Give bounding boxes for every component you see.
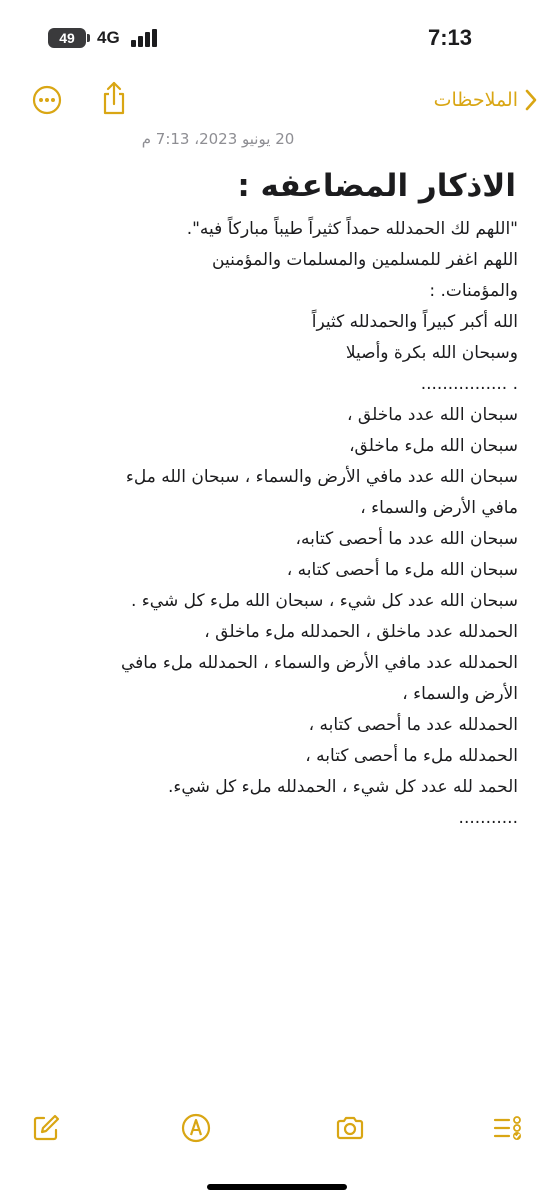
note-body[interactable] [18,214,518,834]
note-line: والمؤمنات. : [429,281,518,301]
note-line: سبحان الله عدد مافي الأرض والسماء ، سبحان الله ملء [125,467,518,487]
battery-level: 49 [59,30,75,46]
note-line: وسبحان الله بكرة وأصيلا [345,343,518,363]
note-line: الله أكبر كبيراً والحمدلله كثيراً [311,312,518,332]
note-line: الأرض والسماء ، [402,684,518,704]
note-line: ................ . [420,374,518,394]
note-line: مافي الأرض والسماء ، [360,498,518,518]
chevron-right-icon [524,88,538,112]
checklist-button[interactable] [492,1112,524,1144]
battery-icon [48,28,86,48]
note-line: اللهم اغفر للمسلمين والمسلمات والمؤمنين [212,250,518,270]
back-to-notes-button[interactable] [434,84,538,116]
bottom-toolbar [0,1108,554,1148]
camera-icon [334,1112,366,1144]
share-button[interactable] [99,80,129,116]
home-indicator[interactable] [207,1184,347,1190]
note-line: سبحان الله ملء ماخلق، [349,436,518,456]
more-options-button[interactable] [31,84,63,116]
note-line: الحمد لله عدد كل شيء ، الحمدلله ملء كل شيء. [168,777,518,797]
status-bar [0,0,554,72]
share-icon [99,80,129,116]
note-line: سبحان الله عدد ما أحصى كتابه، [295,529,518,549]
status-time: 7:13 [427,25,473,50]
signal-bars-icon [131,29,163,47]
note-line: سبحان الله عدد كل شيء ، سبحان الله ملء كل شيء . [130,591,518,611]
markup-button[interactable] [180,1112,212,1144]
note-line: ........... [458,808,518,828]
note-line: الحمدلله ملء ما أحصى كتابه ، [305,746,518,766]
note-line: سبحان الله ملء ما أحصى كتابه ، [286,560,518,580]
navigation-bar [0,72,554,128]
network-type: 4G [97,28,120,47]
compose-button[interactable] [30,1112,62,1144]
note-line: الحمدلله عدد مافي الأرض والسماء ، الحمدلله ملء مافي [120,653,518,673]
note-line: سبحان الله عدد ماخلق ، [347,405,518,425]
note-line: "اللهم لك الحمدلله حمداً كثيراً طيباً مباركاً فيه". [186,219,518,239]
compose-icon [30,1112,62,1144]
note-line: الحمدلله عدد ما أحصى كتابه ، [308,715,518,735]
note-date: 20 يونيو 2023، 7:13 م [141,130,295,148]
ellipsis-circle-icon [31,84,63,116]
camera-button[interactable] [334,1112,366,1144]
note-line: الحمدلله عدد ماخلق ، الحمدلله ملء ماخلق ، [204,622,518,642]
checklist-icon [492,1112,524,1144]
back-label: الملاحظات [433,89,518,111]
markup-pen-icon [180,1112,212,1144]
note-title[interactable]: الاذكار المضاعفه : [237,168,516,204]
